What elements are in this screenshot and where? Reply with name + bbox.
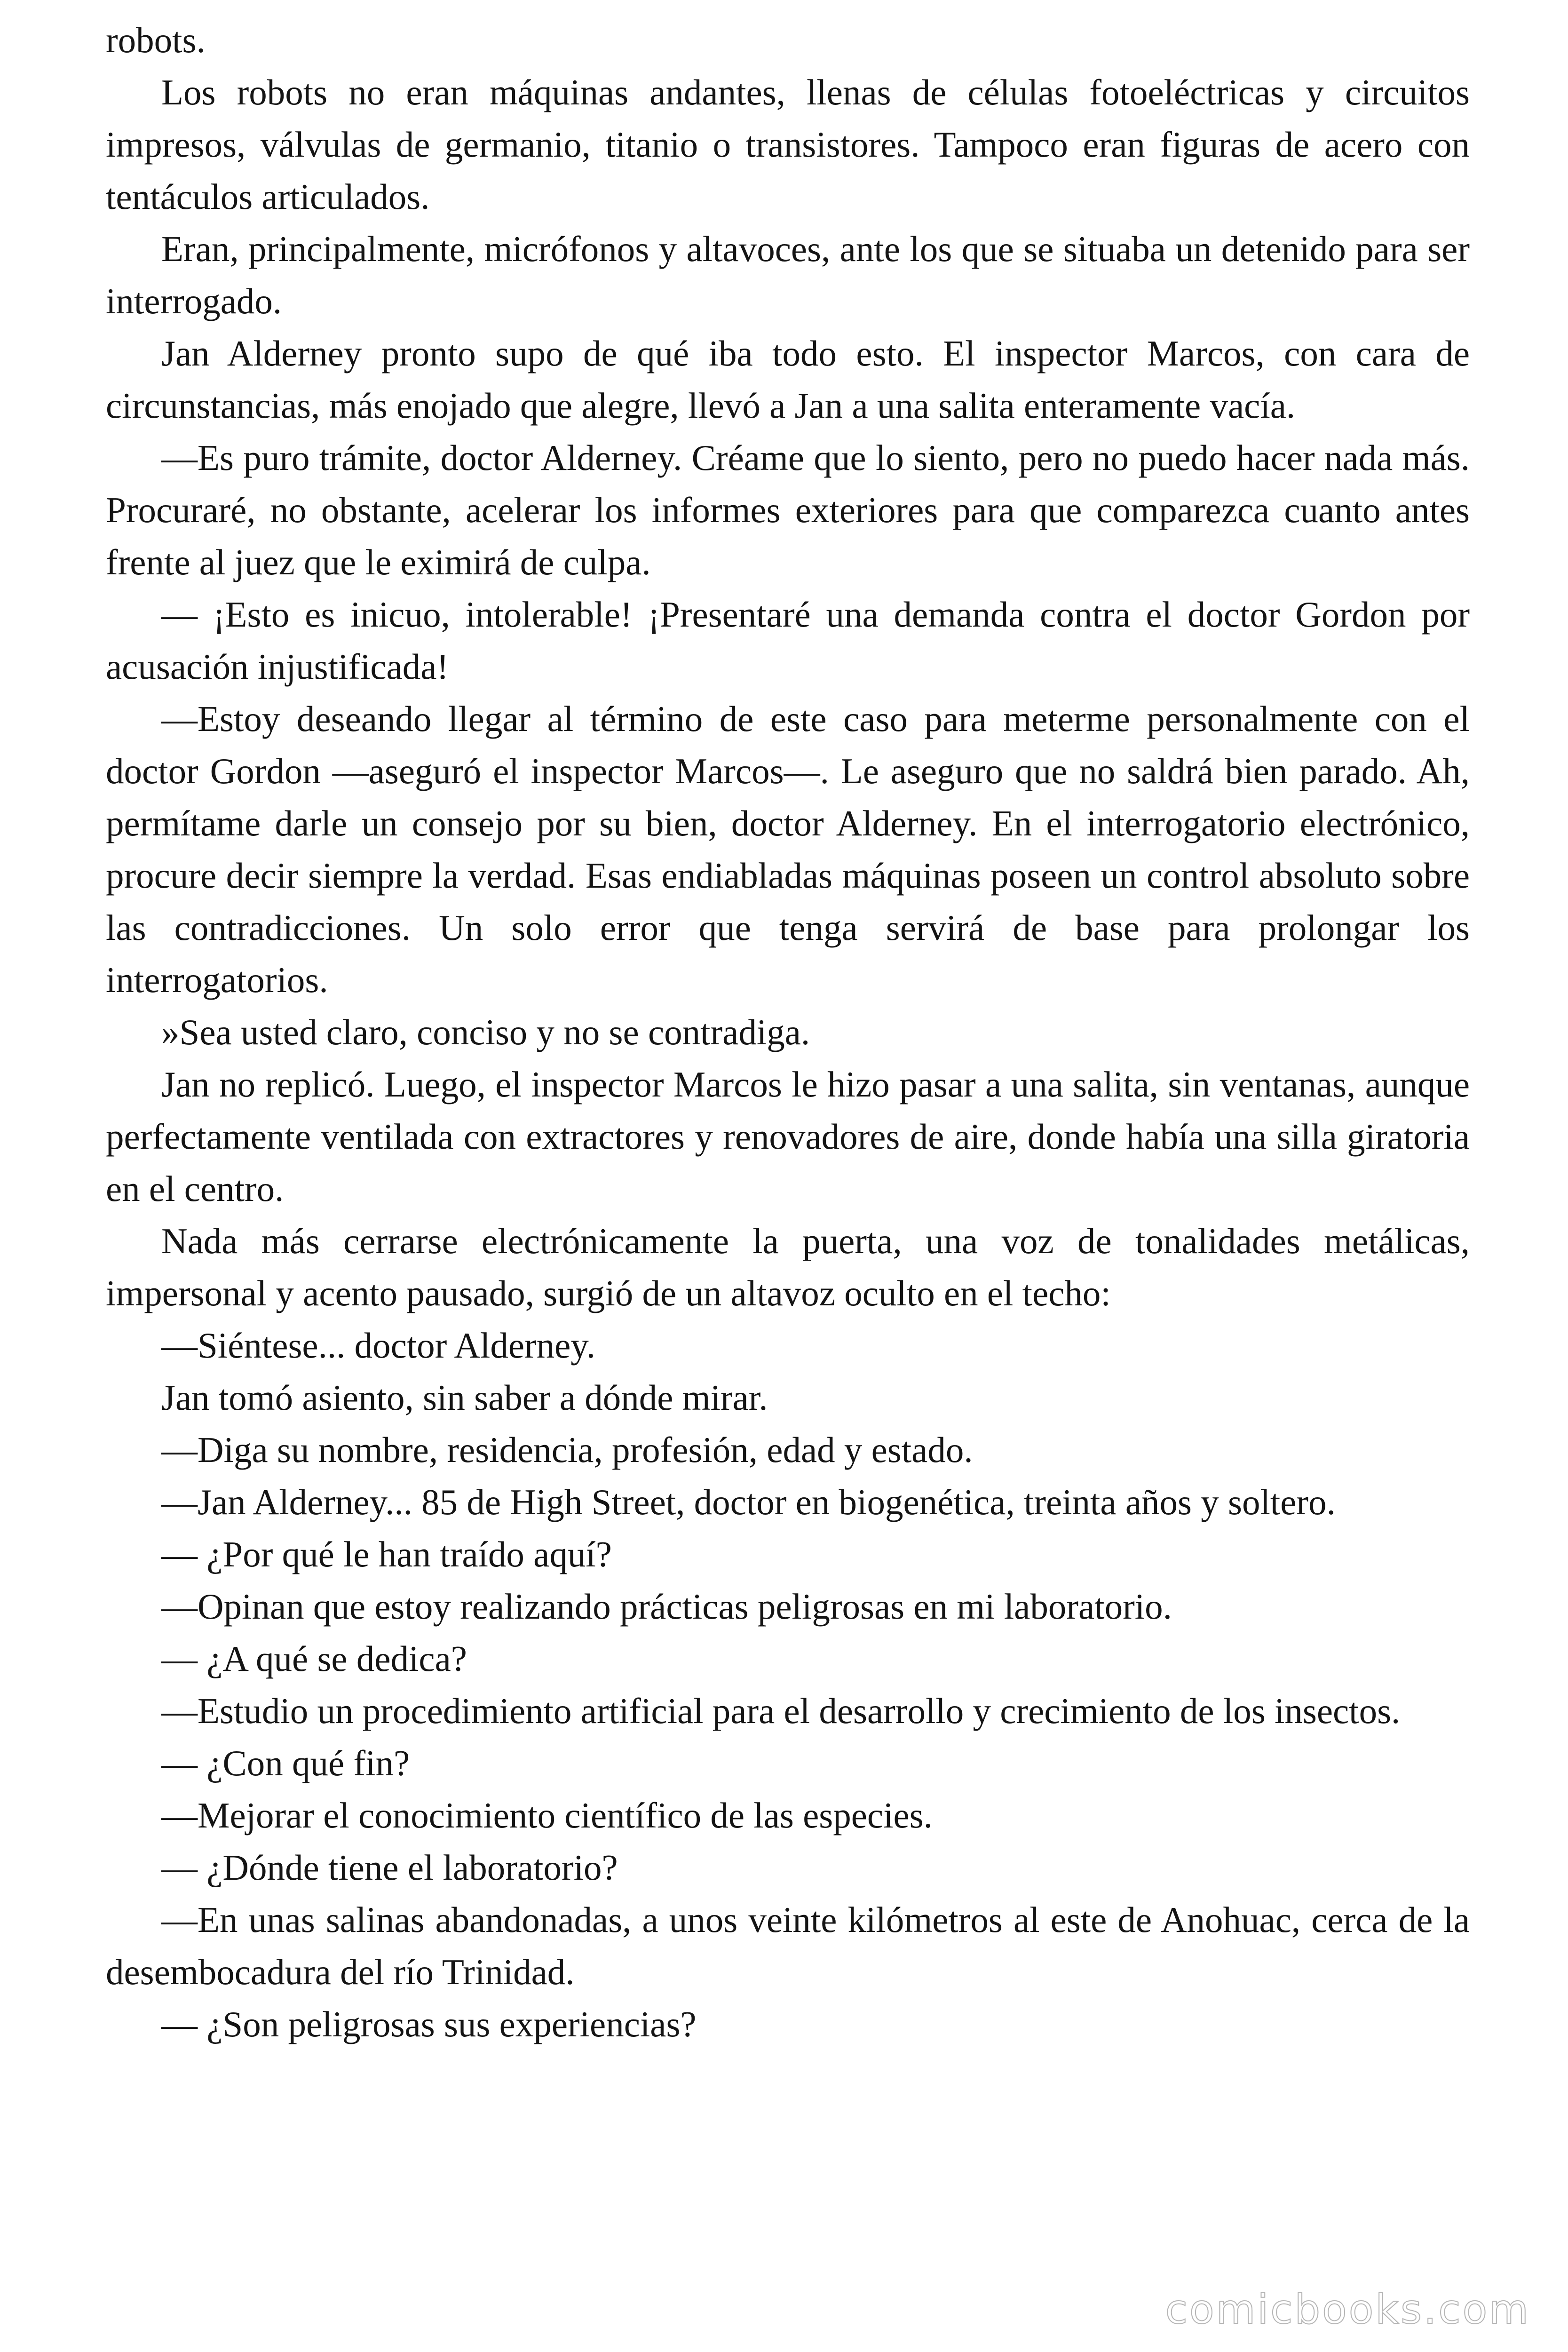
paragraph-17: — ¿A qué se dedica? [161,1638,467,1679]
paragraph-1: robots. [106,20,206,60]
paragraph-9: Jan no replicó. Luego, el inspector Marcos le hizo pasar a una salita, sin ventanas, aunque perfectamente ventilada con extractores y renovadores de aire, donde había una silla giratoria en el centro. [106,1064,1470,1209]
paragraph-5: —Es puro trámite, doctor Alderney. Créame que lo siento, pero no puedo hacer nada más. Procuraré, no obstante, acelerar los informes exteriores para que comparezca cuanto antes frente al juez que le eximirá de culpa. [106,437,1470,582]
paragraph-12: Jan tomó asiento, sin saber a dónde mirar. [161,1377,768,1418]
paragraph-19: — ¿Con qué fin? [161,1743,410,1783]
paragraph-6: — ¡Esto es inicuo, intolerable! ¡Presentaré una demanda contra el doctor Gordon por acusación injustificada! [106,594,1470,687]
paragraph-4: Jan Alderney pronto supo de qué iba todo esto. El inspector Marcos, con cara de circunstancias, más enojado que alegre, llevó a Jan a una salita enteramente vacía. [106,333,1470,426]
paragraph-21: — ¿Dónde tiene el laboratorio? [161,1847,618,1888]
paragraph-2: Los robots no eran máquinas andantes, llenas de células fotoeléctricas y circuitos impresos, válvulas de germanio, titanio o transistores. Tampoco eran figuras de acero con tentáculos articulados. [106,72,1470,217]
paragraph-7: —Estoy deseando llegar al término de este caso para meterme personalmente con el doctor Gordon —aseguró el inspector Marcos—. Le aseguro que no saldrá bien parado. Ah, permítame darle un consejo por su bien, doctor Alderney. En el interrogatorio electrónico, procure decir siempre la verdad. Esas endiabladas máquinas poseen un control absoluto sobre las contradicciones. Un solo error que tenga servirá de base para prolongar los interrogatorios. [106,699,1470,1000]
watermark: comicbooks.com [1165,2286,1530,2333]
paragraph-13: —Diga su nombre, residencia, profesión, edad y estado. [161,1430,973,1470]
paragraph-16: —Opinan que estoy realizando prácticas peligrosas en mi laboratorio. [161,1586,1172,1627]
page-body [106,14,1470,2050]
paragraph-18: —Estudio un procedimiento artificial para el desarrollo y crecimiento de los insectos. [161,1691,1401,1731]
paragraph-8: »Sea usted claro, conciso y no se contradiga. [161,1012,810,1052]
paragraph-10: Nada más cerrarse electrónicamente la puerta, una voz de tonalidades metálicas, impersonal y acento pausado, surgió de un altavoz oculto en el techo: [106,1221,1470,1313]
paragraph-11: —Siéntese... doctor Alderney. [161,1325,596,1366]
paragraph-3: Eran, principalmente, micrófonos y altavoces, ante los que se situaba un detenido para ser interrogado. [106,229,1470,321]
paragraph-20: —Mejorar el conocimiento científico de las especies. [161,1795,933,1836]
paragraph-22: —En unas salinas abandonadas, a unos veinte kilómetros al este de Anohuac, cerca de la desembocadura del río Trinidad. [106,1899,1470,1992]
paragraph-14: —Jan Alderney... 85 de High Street, doctor en biogenética, treinta años y soltero. [161,1482,1336,1522]
paragraph-23: — ¿Son peligrosas sus experiencias? [161,2004,697,2044]
paragraph-15: — ¿Por qué le han traído aquí? [161,1534,612,1574]
